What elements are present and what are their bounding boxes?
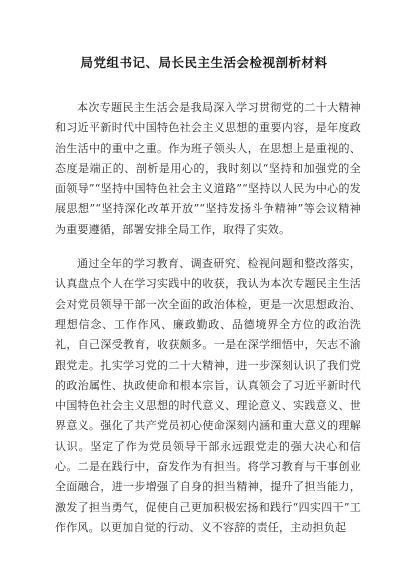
paragraph-intro: 本次专题民主生活会是我局深入学习贯彻党的二十大精神和习近平新时代中国特色社会主义思想的重要内容，是年度政治生活中的重中之重。作为班子领头人，在思想上是重视的、态度是端正的、剖析是用心的，我时刻以“坚持和加强党的全面领导”“坚持中国特色社会主义道路”“坚持以人民为中心的发展思想”“坚持深化改革开放”“坚持发扬斗争精神”等会议精神为重要遵循，部署安排全局工作，取得了实效。 <box>55 101 361 236</box>
document-title: 局党组书记、局长民主生活会检视剖析材料 <box>80 55 328 70</box>
document-body <box>55 98 361 548</box>
paragraph-reflection: 通过全年的学习教育、调查研究、检视问题和整改落实，认真盘点个人在学习实践中的收获，我认为本次专题民主生活会对党员领导干部一次全面的政治体检，更是一次思想政治、理想信念、工作作风、廉政勤政、品德境界全方位的政治洗礼，自己深受教育，收获颇多。一是在深学细悟中，矢志不渝跟党走。扎实学习党的二十大精神，进一步深刻认识了我们党的政治属性、执政使命和根本宗旨，认真领会了习近平新时代中国特色社会主义思想的时代意义、理论意义、实践意义、世界意义。强化了共产党员初心使命深刻内涵和重大意义的理解认识。坚定了作为党员领导干部永远跟党走的强大决心和信心。二是在践行中，奋发作为有担当。将学习教育与干事创业全面融合，进一步增强了自身的担当精神，提升了担当能力，激发了担当勇气，促使自己更加积极宏扬和践行“四实四干”工作作风。以更加自觉的行动、义不容辞的责任，主动担负起 <box>55 257 361 534</box>
